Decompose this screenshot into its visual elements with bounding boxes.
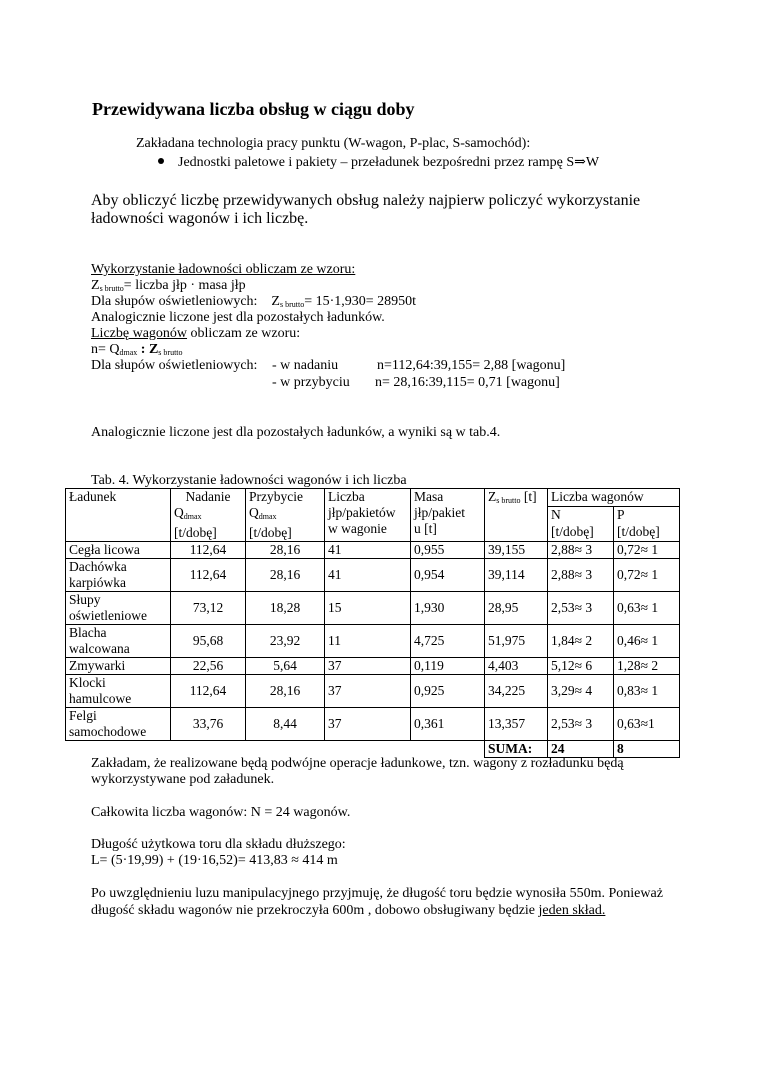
cell-zs: 4,403: [485, 658, 548, 675]
header-przybycie: Przybycie $Q_{dmax}$ [t/dobę]: [246, 489, 325, 542]
cell-zs: 51,975: [485, 625, 548, 658]
cell-przybycie: 28,16: [246, 675, 325, 708]
n-eq: n= Q: [91, 342, 120, 357]
z-symbol: Z: [91, 278, 100, 293]
cell-nadanie: 33,76: [171, 708, 246, 741]
z-formula-rhs: = liczba jłp · masa jłp: [123, 278, 246, 293]
header-n-unit: [t/dobę]: [548, 524, 614, 542]
intro-line-2: ładowności wagonów i ich liczbę.: [91, 210, 309, 227]
final-line-2: [91, 903, 605, 919]
header-n: N: [548, 507, 614, 524]
cell-n: 2,88≈ 3: [548, 542, 614, 559]
table-row: [66, 708, 680, 741]
table-row: [66, 625, 680, 658]
cell-przybycie: 23,92: [246, 625, 325, 658]
cell-liczba: 37: [325, 675, 411, 708]
nadaniu-value: n=112,64:39,155= 2,88 [wagonu]: [377, 358, 566, 373]
suma-label: SUMA:: [485, 741, 548, 758]
cell-ladunek: Klocki hamulcowe: [66, 675, 171, 708]
slupy-label: Dla słupów oświetleniowych:: [91, 294, 258, 309]
formula-heading: Wykorzystanie ładowności obliczam ze wzoru:: [91, 262, 356, 277]
przybyciu-label: - w przybyciu: [272, 375, 350, 390]
n-q-sub: dmax: [119, 348, 138, 357]
cell-n: 2,88≈ 3: [548, 559, 614, 592]
bullet-item: [158, 154, 599, 171]
cell-p: 1,28≈ 2: [614, 658, 680, 675]
cell-p: 0,46≈ 1: [614, 625, 680, 658]
cell-przybycie: 28,16: [246, 542, 325, 559]
przybyciu-value: n= 28,16:39,115= 0,71 [wagonu]: [375, 375, 560, 390]
cell-przybycie: 8,44: [246, 708, 325, 741]
cell-liczba: 11: [325, 625, 411, 658]
cell-nadanie: 95,68: [171, 625, 246, 658]
total-wagons: Całkowita liczba wagonów: N = 24 wagonów.: [91, 805, 351, 820]
suma-row: [66, 741, 680, 758]
final-line-2-underlined: jeden skład.: [538, 903, 606, 918]
header-masa: Masa jłp/pakiet u [t]: [411, 489, 485, 542]
cell-liczba: 37: [325, 658, 411, 675]
z-subscript: s brutto: [99, 284, 124, 293]
slupy-z: Z: [271, 294, 280, 309]
table-row: [66, 559, 680, 592]
cell-p: 0,72≈ 1: [614, 559, 680, 592]
slupy-rhs: = 15·1,930= 28950t: [304, 294, 417, 309]
header-nadanie: Nadanie $Q_{dmax}$ [t/dobę]: [171, 489, 246, 542]
cell-nadanie: 112,64: [171, 559, 246, 592]
final-line-1: Po uwzględnieniu luzu manipulacyjnego przyjmuję, że długość toru będzie wynosiła 550m. Ponieważ: [91, 886, 663, 901]
suma-p: 8: [614, 741, 680, 758]
header-p: P: [614, 507, 680, 524]
cell-masa: 1,930: [411, 592, 485, 625]
suma-n: 24: [548, 741, 614, 758]
cell-nadanie: 22,56: [171, 658, 246, 675]
length-line-1: Długość użytkowa toru dla składu dłuższego:: [91, 837, 346, 852]
slupy-line: [91, 294, 416, 310]
wagon-table: [65, 488, 680, 758]
bullet-icon: [158, 158, 164, 164]
cell-n: 2,53≈ 3: [548, 592, 614, 625]
page-title: Przewidywana liczba obsług w ciągu doby: [92, 99, 415, 119]
wagons-heading: [91, 326, 300, 342]
cell-zs: 13,357: [485, 708, 548, 741]
cell-n: 1,84≈ 2: [548, 625, 614, 658]
cell-zs: 39,155: [485, 542, 548, 559]
cell-liczba: 15: [325, 592, 411, 625]
cell-ladunek: Zmywarki: [66, 658, 171, 675]
cell-p: 0,63≈1: [614, 708, 680, 741]
table-row: [66, 658, 680, 675]
nadaniu-label: - w nadaniu: [272, 358, 339, 373]
cell-liczba: 37: [325, 708, 411, 741]
slupy-z-sub: s brutto: [279, 300, 305, 309]
cell-p: 0,63≈ 1: [614, 592, 680, 625]
cell-nadanie: 112,64: [171, 542, 246, 559]
cell-zs: 39,114: [485, 559, 548, 592]
cell-masa: 0,954: [411, 559, 485, 592]
intro-line-1: Aby obliczyć liczbę przewidywanych obsług należy najpierw policzyć wykorzystanie: [91, 192, 641, 209]
cell-przybycie: 18,28: [246, 592, 325, 625]
cell-przybycie: 5,64: [246, 658, 325, 675]
cell-p: 0,72≈ 1: [614, 542, 680, 559]
cell-n: 5,12≈ 6: [548, 658, 614, 675]
cell-p: 0,83≈ 1: [614, 675, 680, 708]
analog-line-1: Analogicznie liczone jest dla pozostałych ładunków.: [91, 310, 385, 325]
after-line-1: Zakładam, że realizowane będą podwójne operacje ładunkowe, tzn. wagony z rozładunku będą: [91, 756, 624, 771]
table-row: [66, 542, 680, 559]
length-line-2: L= (5·19,99) + (19·16,52)= 413,83 ≈ 414 m: [91, 853, 338, 868]
cell-ladunek: Felgi samochodowe: [66, 708, 171, 741]
cell-liczba: 41: [325, 542, 411, 559]
cell-ladunek: Słupy oświetleniowe: [66, 592, 171, 625]
final-line-2-text: długość składu wagonów nie przekroczyła 600m , dobowo obsługiwany będzie: [91, 903, 539, 918]
formula-zs: [91, 278, 246, 294]
cell-zs: 28,95: [485, 592, 548, 625]
header-p-unit: [t/dobę]: [614, 524, 680, 542]
cell-nadanie: 73,12: [171, 592, 246, 625]
n-div: : Z: [137, 342, 159, 357]
cell-przybycie: 28,16: [246, 559, 325, 592]
header-liczba: Liczba jłp/pakietów w wagonie: [325, 489, 411, 542]
cell-masa: 0,955: [411, 542, 485, 559]
technology-line: Zakładana technologia pracy punktu (W-wagon, P-plac, S-samochód):: [136, 136, 531, 151]
cell-masa: 4,725: [411, 625, 485, 658]
cell-liczba: 41: [325, 559, 411, 592]
cell-n: 2,53≈ 3: [548, 708, 614, 741]
n-z-sub: s brutto: [158, 348, 183, 357]
cell-ladunek: Dachówka karpiówka: [66, 559, 171, 592]
analog-line-2: Analogicznie liczone jest dla pozostałych ładunków, a wyniki są w tab.4.: [91, 425, 501, 440]
table-header-row: [66, 489, 680, 507]
cell-masa: 0,925: [411, 675, 485, 708]
cell-zs: 34,225: [485, 675, 548, 708]
table-row: [66, 675, 680, 708]
table-caption: Tab. 4. Wykorzystanie ładowności wagonów i ich liczba: [91, 473, 407, 488]
wagons-heading-underlined: Liczbę wagonów: [91, 326, 188, 341]
cell-nadanie: 112,64: [171, 675, 246, 708]
slupy2-label: Dla słupów oświetleniowych:: [91, 358, 258, 373]
cell-ladunek: Cegła licowa: [66, 542, 171, 559]
cell-ladunek: Blacha walcowana: [66, 625, 171, 658]
cell-masa: 0,119: [411, 658, 485, 675]
header-liczba-wagonow: Liczba wagonów: [548, 489, 680, 507]
cell-masa: 0,361: [411, 708, 485, 741]
header-zs: $Z_{s brutto}$ [t]: [485, 489, 548, 542]
wagons-heading-rest: obliczam ze wzoru:: [187, 326, 301, 341]
cell-n: 3,29≈ 4: [548, 675, 614, 708]
after-line-2: wykorzystywane pod załadunek.: [91, 772, 275, 787]
bullet-text: Jednostki paletowe i pakiety – przeładunek bezpośredni przez rampę S⇒W: [178, 155, 600, 170]
table-row: [66, 592, 680, 625]
n-formula: [91, 342, 183, 358]
header-ladunek: Ładunek: [66, 489, 171, 542]
